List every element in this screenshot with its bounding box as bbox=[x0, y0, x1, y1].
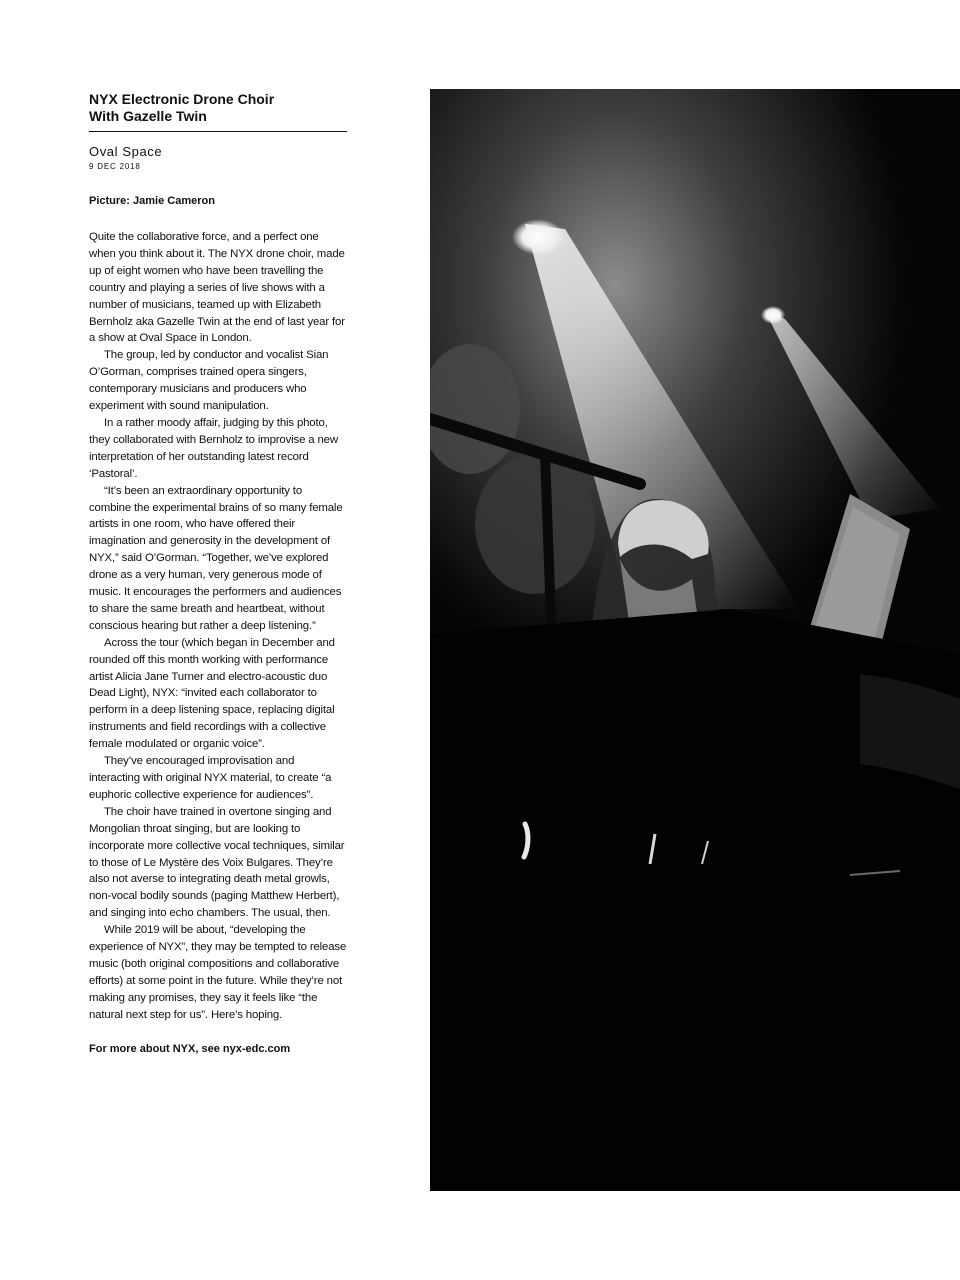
body-paragraph: The group, led by conductor and vocalist Sian O’Gorman, comprises trained opera singers, contemporary musicians and producers who experiment with sound manipulation. bbox=[89, 349, 329, 413]
concert-photo bbox=[430, 89, 960, 1191]
body-paragraph: “It’s been an extraordinary opportunity to combine the experimental brains of so many female artists in one room, who have offered their imagination and generosity in the development of NYX,” said O’Gorman. “Together, we’ve explored drone as a very human, very generous mode of music. It encourages the performers and audiences to share the same breath and heartbeat, without conscious hearing but rather a deep listening.” bbox=[89, 484, 343, 632]
title-line-2: With Gazelle Twin bbox=[89, 108, 207, 124]
body-paragraph: They’ve encouraged improvisation and interacting with original NYX material, to create “a euphoric collective experience for audiences”. bbox=[89, 755, 332, 801]
body-paragraph: In a rather moody affair, judging by this photo, they collaborated with Bernholz to improvise a new interpretation of her outstanding latest record ‘Pastoral’. bbox=[89, 416, 338, 480]
body-paragraph: The choir have trained in overtone singing and Mongolian throat singing, but are looking to incorporate more collective vocal techniques, similar to those of Le Mystère des Voix Bulgares. They’re also not averse to integrating death metal growls, non-vocal bodily sounds (paging Matthew Herbert), and singing into echo chambers. The usual, then. bbox=[89, 805, 345, 920]
body-paragraph: Quite the collaborative force, and a perfect one when you think about it. The NYX drone choir, made up of eight women who have been travelling the country and playing a series of live shows with a number of musicians, teamed up with Elizabeth Bernholz aka Gazelle Twin at the end of last year for a show at Oval Space in London. bbox=[89, 231, 345, 345]
article-body bbox=[89, 229, 347, 1024]
article-column bbox=[89, 91, 347, 1056]
title-line-1: NYX Electronic Drone Choir bbox=[89, 91, 275, 107]
spotlight bbox=[512, 219, 564, 255]
more-info-footer: For more about NYX, see nyx-edc.com bbox=[89, 1042, 291, 1055]
article-title bbox=[89, 91, 347, 132]
body-paragraph: While 2019 will be about, “developing the experience of NYX”, they may be tempted to release music (both original compositions and collaborative efforts) at some point in the future. While they’re not making any promises, they say it feels like “the natural next step for us”. Here’s hoping. bbox=[89, 924, 347, 1021]
concert-photo-icon bbox=[430, 89, 960, 1191]
body-paragraph: Across the tour (which began in December and rounded off this month working with performance artist Alicia Jane Turner and electro-acoustic duo Dead Light), NYX: “invited each collaborator to perform in a deep listening space, replacing digital instruments and field recordings with a collective female modulated or organic voice”. bbox=[89, 636, 335, 751]
picture-credit: Picture: Jamie Cameron bbox=[89, 195, 215, 207]
spotlight bbox=[761, 306, 785, 324]
venue-name: Oval Space bbox=[89, 144, 163, 159]
event-date: 9 DEC 2018 bbox=[89, 162, 141, 171]
